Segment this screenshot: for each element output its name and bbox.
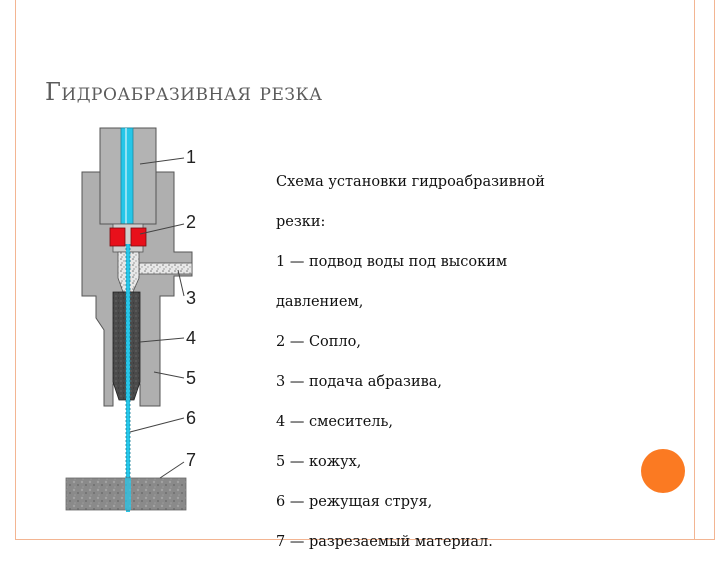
label-7: 7 [186,450,197,470]
cutting-jet [126,244,130,512]
caption-line: Схема установки гидроабразивной [276,174,545,190]
leader-line [130,418,184,432]
nozzle-right [131,228,146,246]
abrasive-feed [139,263,192,274]
caption-line: 1 — подвод воды под высоким [276,254,508,270]
leader-line [160,462,184,478]
decorative-circle [641,449,685,493]
caption-line: резки: [276,214,326,230]
caption-line: 5 — кожух, [276,454,362,470]
diagram-caption [276,152,596,572]
label-1: 1 [186,147,197,167]
label-4: 4 [186,328,197,348]
slide-title: Гидроабразивная резка [45,78,323,106]
waterjet-diagram [60,120,260,520]
nozzle-left [110,228,125,246]
label-6: 6 [186,408,197,428]
caption-line: 2 — Сопло, [276,334,361,350]
caption-line: давлением, [276,294,364,310]
caption-line: 3 — подача абразива, [276,374,443,390]
diagram-part [125,478,131,510]
caption-line: 6 — режущая струя, [276,494,433,510]
label-3: 3 [186,288,197,308]
water-channel [121,128,133,224]
frame-right-line [694,0,695,540]
caption-line: 7 — разрезаемый материал. [276,534,493,550]
label-5: 5 [186,368,197,388]
caption-line: 4 — смеситель, [276,414,394,430]
label-2: 2 [186,212,197,232]
